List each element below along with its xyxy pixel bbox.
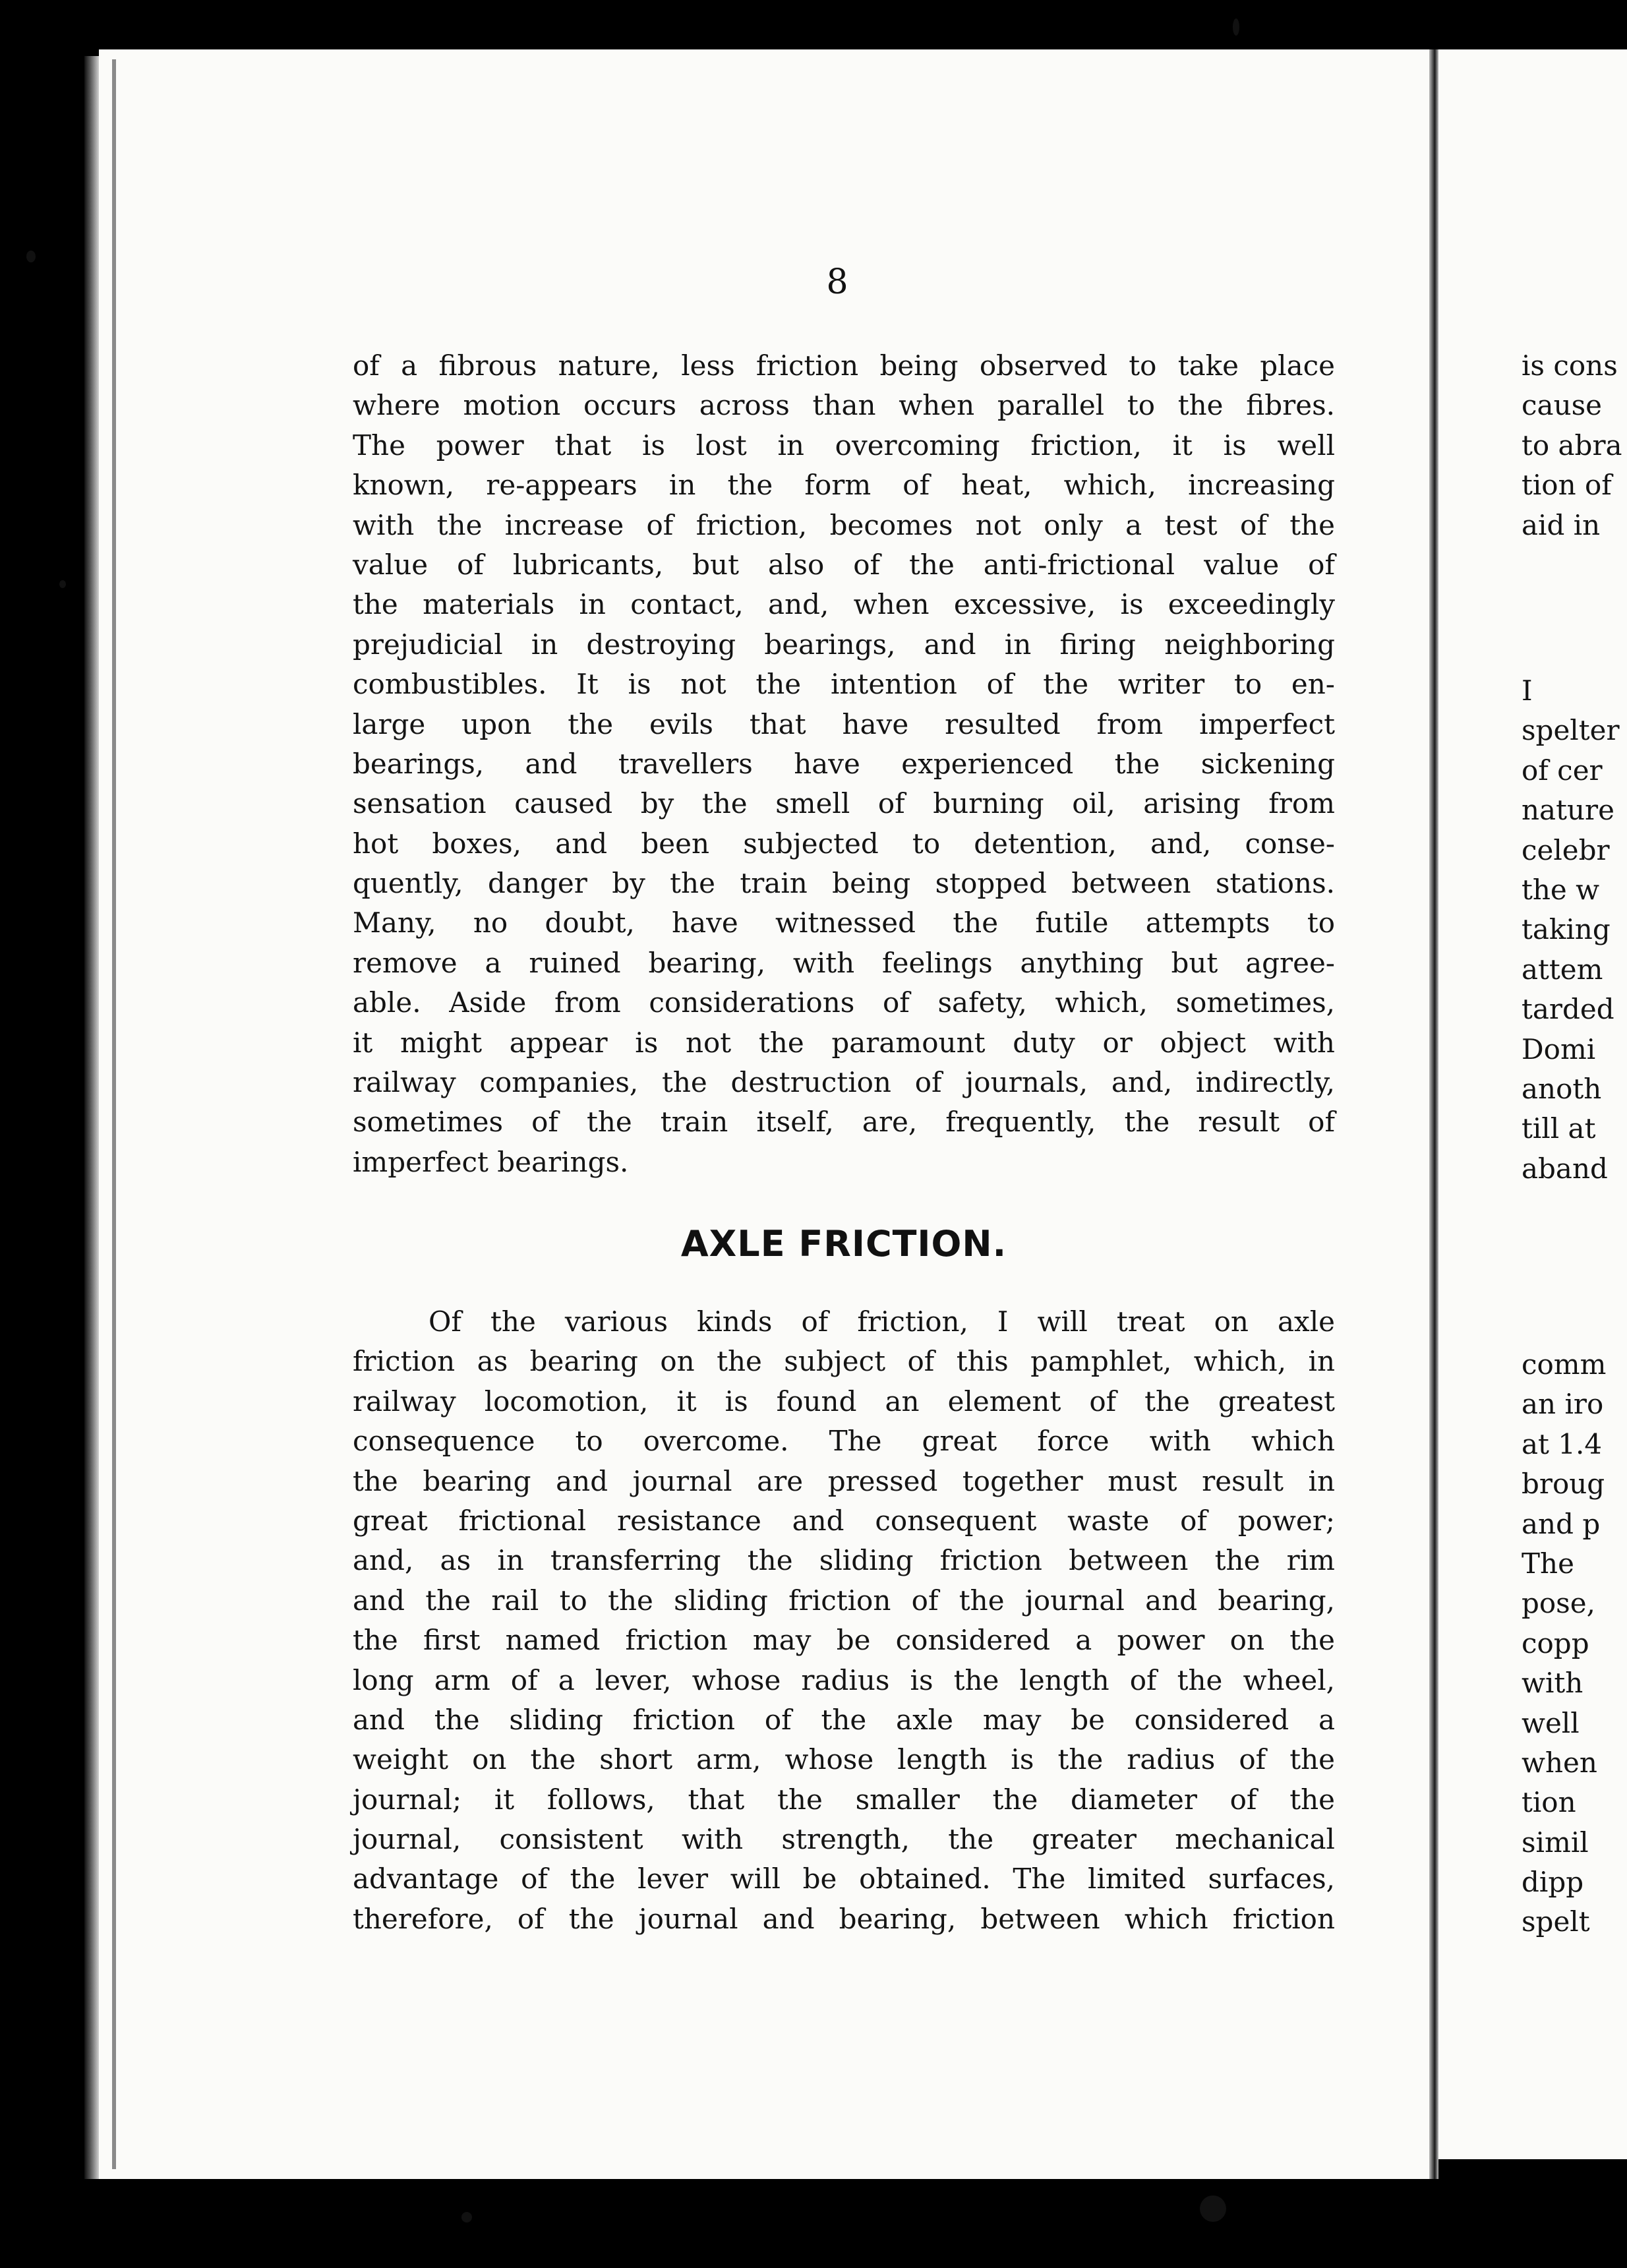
scan-border xyxy=(0,0,1627,40)
fragment-line: The xyxy=(1522,1547,1574,1580)
text-line: combustibles. It is not the intention of the writer to en- xyxy=(353,668,1335,701)
right-page-fragment-c xyxy=(1522,1345,1627,1942)
fragment-line: cause xyxy=(1522,389,1603,422)
text-line: sensation caused by the smell of burning oil, arising from xyxy=(353,787,1335,820)
fragment-line: taking xyxy=(1522,913,1611,946)
fragment-line: I xyxy=(1522,674,1533,707)
text-line: known, re-appears in the form of heat, which, increasing xyxy=(353,469,1335,502)
fragment-line: is cons xyxy=(1522,349,1618,382)
text-line: friction as bearing on the subject of this pamphlet, which, in xyxy=(353,1345,1335,1378)
text-line: advantage of the lever will be obtained. The limited surfaces, xyxy=(353,1863,1335,1895)
fragment-line: and p xyxy=(1522,1507,1601,1540)
text-line: and the sliding friction of the axle may be considered a xyxy=(353,1703,1335,1736)
page-number: 8 xyxy=(826,262,848,302)
fragment-line: tion of xyxy=(1522,469,1612,502)
text-line: remove a ruined bearing, with feelings anything but agree- xyxy=(353,946,1335,979)
text-line: railway companies, the destruction of journals, and, indirectly, xyxy=(353,1066,1335,1099)
right-page-fragment-a xyxy=(1522,346,1627,545)
text-line: large upon the evils that have resulted from imperfect xyxy=(353,707,1335,740)
text-line: Of the various kinds of friction, I will treat on axle xyxy=(429,1305,1335,1338)
text-line: bearings, and travellers have experienced the sickening xyxy=(353,747,1335,780)
page-edge-line xyxy=(112,59,116,2169)
text-line: imperfect bearings. xyxy=(353,1145,629,1178)
text-line: able. Aside from considerations of safety, which, sometimes, xyxy=(353,986,1335,1019)
fragment-line: spelt xyxy=(1522,1905,1590,1938)
fragment-line: aid in xyxy=(1522,508,1601,541)
scan-speck xyxy=(1233,18,1239,36)
fragment-line: tarded xyxy=(1522,993,1614,1026)
fragment-line: nature xyxy=(1522,794,1614,827)
fragment-line: well xyxy=(1522,1706,1580,1739)
fragment-line: an iro xyxy=(1522,1388,1604,1421)
fragment-line: till at xyxy=(1522,1112,1596,1145)
fragment-line: attem xyxy=(1522,953,1603,986)
fragment-line: broug xyxy=(1522,1468,1605,1501)
text-line: journal, consistent with strength, the greater mechanical xyxy=(353,1823,1335,1856)
section-heading: AXLE FRICTION. xyxy=(680,1223,1007,1265)
book-gutter xyxy=(1429,49,1438,2179)
scan-speck xyxy=(26,251,36,262)
scan-speck xyxy=(59,580,66,588)
fragment-line: copp xyxy=(1522,1626,1589,1659)
text-line: railway locomotion, it is found an element of the greatest xyxy=(353,1385,1335,1418)
fragment-line: celebr xyxy=(1522,833,1610,866)
text-line: and the rail to the sliding friction of the journal and bearing, xyxy=(353,1584,1335,1617)
text-line: consequence to overcome. The great force with which xyxy=(353,1425,1335,1458)
text-line: weight on the short arm, whose length is the radius of the xyxy=(353,1743,1335,1776)
text-line: where motion occurs across than when parallel to the fibres. xyxy=(353,389,1335,422)
paragraph-1 xyxy=(353,346,1335,1182)
text-line: Many, no doubt, have witnessed the futile attempts to xyxy=(353,907,1335,940)
text-line: with the increase of friction, becomes not only a test of the xyxy=(353,508,1335,541)
text-line: it might appear is not the paramount duty or object with xyxy=(353,1026,1335,1059)
fragment-line: spelter xyxy=(1522,714,1620,747)
fragment-line: simil xyxy=(1522,1826,1589,1859)
text-line: prejudicial in destroying bearings, and in firing neighboring xyxy=(353,628,1335,661)
fragment-line: anoth xyxy=(1522,1072,1602,1105)
fragment-line: comm xyxy=(1522,1348,1607,1381)
fragment-line: pose, xyxy=(1522,1587,1595,1620)
fragment-line: Domi xyxy=(1522,1032,1596,1065)
text-line: quently, danger by the train being stopped between stations. xyxy=(353,867,1335,900)
text-line: long arm of a lever, whose radius is the length of the wheel, xyxy=(353,1663,1335,1696)
fragment-line: at 1.4 xyxy=(1522,1427,1603,1460)
text-line: the bearing and journal are pressed together must result in xyxy=(353,1464,1335,1497)
fragment-line: of cer xyxy=(1522,754,1603,787)
text-line: The power that is lost in overcoming friction, it is well xyxy=(353,429,1335,462)
text-line: journal; it follows, that the smaller the diameter of the xyxy=(353,1783,1335,1816)
scan-speck xyxy=(1200,2195,1226,2222)
text-line: the first named friction may be considered a power on the xyxy=(353,1624,1335,1657)
text-line: sometimes of the train itself, are, frequently, the result of xyxy=(353,1106,1335,1139)
fragment-line: with xyxy=(1522,1667,1583,1700)
right-page-fragment-b xyxy=(1522,671,1627,1189)
fragment-line: the w xyxy=(1522,873,1600,906)
fragment-line: dipp xyxy=(1522,1866,1584,1899)
text-line: of a fibrous nature, less friction being observed to take place xyxy=(353,349,1335,382)
text-line: the materials in contact, and, when excessive, is exceedingly xyxy=(353,588,1335,621)
text-line: therefore, of the journal and bearing, between which friction xyxy=(353,1902,1335,1935)
fragment-line: tion xyxy=(1522,1786,1576,1819)
paragraph-2 xyxy=(353,1302,1335,1939)
scan-speck xyxy=(461,2212,472,2223)
text-line: hot boxes, and been subjected to detention, and, conse- xyxy=(353,827,1335,860)
page-edge-shadow xyxy=(84,56,99,2179)
fragment-line: when xyxy=(1522,1746,1597,1779)
text-line: great frictional resistance and consequent waste of power; xyxy=(353,1504,1335,1537)
text-line: and, as in transferring the sliding friction between the rim xyxy=(353,1544,1335,1577)
fragment-line: to abra xyxy=(1522,429,1622,462)
fragment-line: aband xyxy=(1522,1152,1608,1185)
text-line: value of lubricants, but also of the anti-frictional value of xyxy=(353,548,1335,581)
